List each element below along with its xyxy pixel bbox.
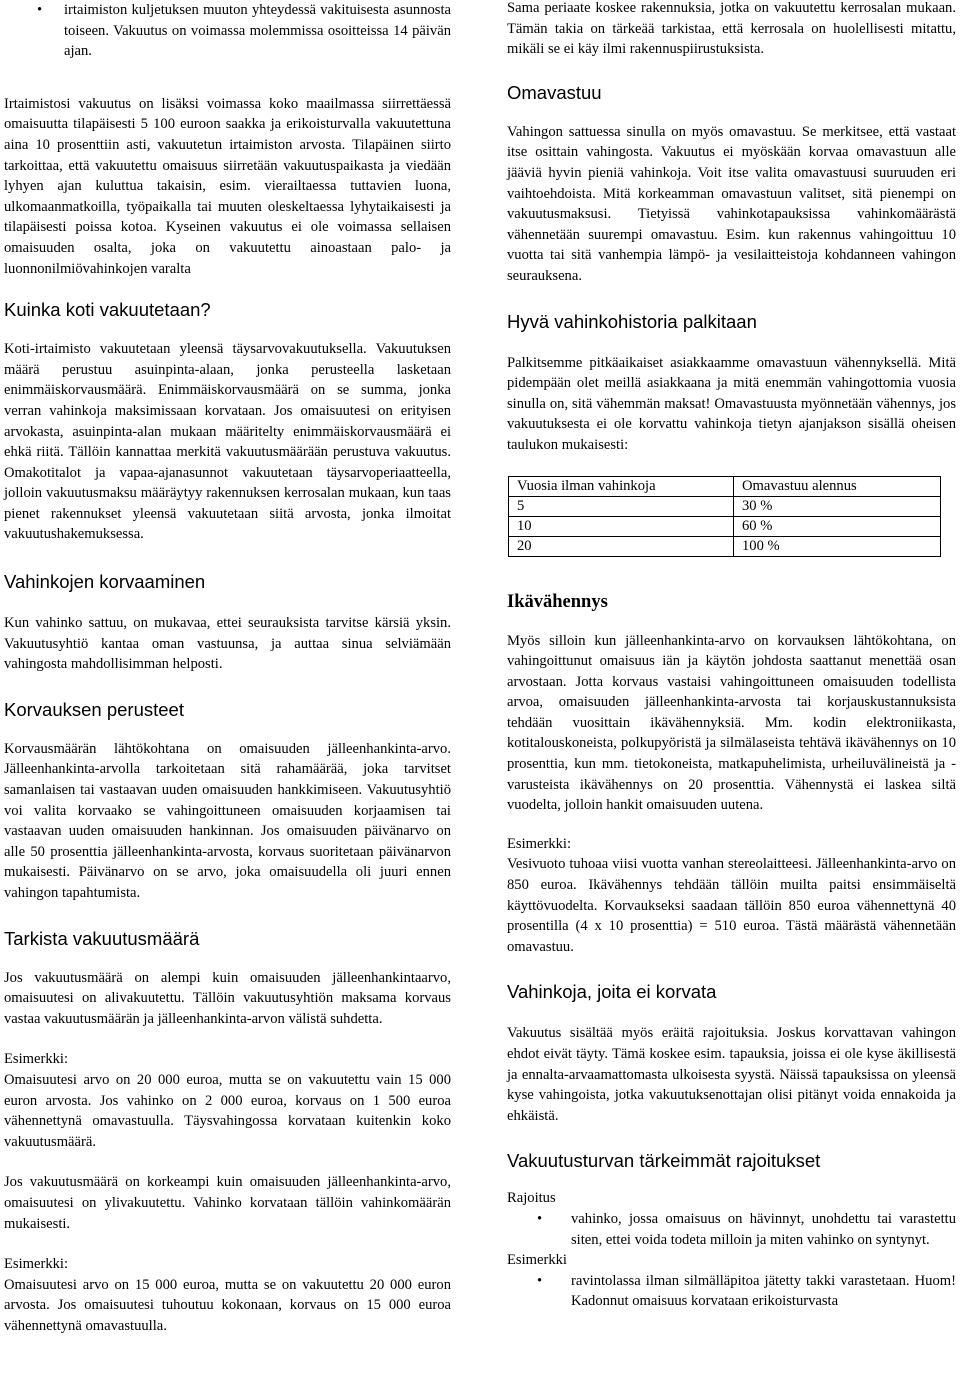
list-item bbox=[4, 0, 451, 62]
table-header-row bbox=[509, 476, 941, 496]
table-row bbox=[509, 536, 941, 556]
heading-kuinka: Kuinka koti vakuutetaan? bbox=[4, 299, 211, 321]
bullet-icon: • bbox=[537, 1272, 543, 1289]
heading-rajoitukset: Vakuutusturvan tärkeimmät rajoitukset bbox=[507, 1150, 821, 1172]
bullet-icon: • bbox=[537, 1210, 543, 1227]
left-column bbox=[4, 0, 451, 1354]
heading-vahinkojen: Vahinkojen korvaaminen bbox=[4, 571, 206, 593]
table-cell: 5 bbox=[509, 496, 734, 516]
table-row bbox=[509, 516, 941, 536]
list-item bbox=[507, 1209, 956, 1250]
bullet-list-top bbox=[4, 0, 451, 62]
rajoitus-label: Rajoitus bbox=[507, 1190, 556, 1207]
paragraph-tarkista: Jos vakuutusmäärä on alempi kuin omaisuuden jälleenhankintaarvo, omaisuutesi on alivakuutettu. Tällöin vakuutusyhtiön maksama korvaus vastaa vakuutusmäärän ja jälleenhankinta-arvon välistä suhdetta. bbox=[4, 969, 451, 1027]
table-header-cell: Vuosia ilman vahinkoja bbox=[509, 476, 734, 496]
paragraph-korvauksen: Korvausmäärän lähtökohtana on omaisuuden jälleenhankinta-arvo. Jälleenhankinta-arvolla tarkoitetaan sitä rahamäärää, joka tarvitset samanlaisen tai vastaavan uuden omaisuuden hankkimiseen. Vakuutusyhtiö voi valita korvaako se vahingoittuneen omaisuuden korjaamisen tai vastaavan uuden omaisuuden hankinnan. Jos omaisuuden päivänarvo on alle 50 prosenttia jälleenhankinta-arvosta, korvaus suoritetaan päivänarvon mukaisesti. Päivänarvo on se arvo, joka omaisuudella oli juuri ennen vahingon tapahtumista. bbox=[4, 740, 451, 901]
table-cell: 20 bbox=[509, 536, 734, 556]
heading-tarkista: Tarkista vakuutusmäärä bbox=[4, 927, 200, 949]
discount-table bbox=[508, 476, 941, 557]
heading-vahinkoja: Vahinkoja, joita ei korvata bbox=[507, 981, 717, 1003]
example-label: Esimerkki: bbox=[4, 1256, 69, 1273]
table-cell: 60 % bbox=[734, 516, 941, 536]
heading-korvauksen: Korvauksen perusteet bbox=[4, 698, 184, 720]
heading-ikavahennys: Ikävähennys bbox=[507, 591, 608, 612]
example-label: Esimerkki: bbox=[507, 835, 572, 852]
paragraph-omavastuu: Vahingon sattuessa sinulla on myös omavastuu. Se merkitsee, että vastaat itse osittain vahingosta. Vakuutus ei myöskään korvaa omavastuun alle jääviä hyvin pieniä vahinkoja. Voit itse valita omavastuusi suuruuden eri vaihtoehdoista. Mitä korkeamman omavastuun valitset, sitä pienempi on vakuutusmaksusi. Tietyissä vahinkotapauksissa vahinkomäärästä vähennetään suurempi omavastuu. Esim. kun rakennus vahingoittuu 10 vuotta tai sitä vanhempia lämpö- ja vesilaitteistoja kohdanneen vahingon seurauksena. bbox=[507, 123, 956, 284]
paragraph-example-2: Omaisuutesi arvo on 15 000 euroa, mutta se on vakuutettu 20 000 euron arvosta. Jos omaisuutesi tuhoutuu kokonaan, korvaus on 15 000 euroa vähennettynä omavastuulla. bbox=[4, 1276, 451, 1334]
table-header-cell: Omavastuu alennus bbox=[734, 476, 941, 496]
table-cell: 30 % bbox=[734, 496, 941, 516]
bullet-text: irtaimiston kuljetuksen muuton yhteydessä vakituisesta asunnosta toiseen. Vakuutus on voimassa molemmissa osoitteissa 14 päivän ajan. bbox=[64, 2, 451, 60]
paragraph-kuinka: Koti-irtaimisto vakuutetaan yleensä täysarvovakuutuksella. Vakuutuksen määrä perustuu asuinpinta-alaan, jonka perusteella lasketaan enimmäiskorvausmäärä. Enimmäiskorvausmäärä on se summa, jonka verran vahinkoja maksimissaan korvataan. Jos omaisuutesi on erityisen arvokasta, asuinpinta-alan mukaan määritelty enimmäiskorvausmäärä ei ehkä riitä. Tällöin kannattaa merkitä vakuutusmäärään perustuva vakuutus. Omakotitalot ja vapaa-ajanasunnot vakuutetaan täysarvoperiaatteella, jolloin vakuutusmaksu määräytyy rakennuksen kerrosalan mukaan, kun taas pienet rakennukset yleensä vakuutetaan siitä arvosta, jonka ilmoitat vakuutushakemuksessa. bbox=[4, 341, 451, 543]
paragraph-example-1: Omaisuutesi arvo on 20 000 euroa, mutta se on vakuutettu vain 15 000 euron arvosta. Jos vahinko on 2 000 euroa, korvaus on 1 500 euroa vähennettynä omavastuulla. Täysvahingossa korvataan kuitenkin koko vakuutusmäärä. bbox=[4, 1071, 451, 1150]
rajoitus-list bbox=[507, 1209, 956, 1250]
right-column bbox=[507, 0, 956, 1312]
example-label: Esimerkki: bbox=[4, 1051, 69, 1068]
heading-hyva: Hyvä vahinkohistoria palkitaan bbox=[507, 310, 757, 332]
intro-paragraph: Irtaimistosi vakuutus on lisäksi voimassa koko maailmassa siirrettäessä omaisuutta tilapäisesti 5 100 euroon saakka ja erikoisturvalla vakuutettuna aina 10 prosenttiin asti, vakuutetun irtaimiston arvosta. Tilapäinen siirto tarkoittaa, että vakuutettu omaisuus siirretään vakuutuspaikasta ja viedään lyhyen ajan kuluttua takaisin, esim. vierailtaessa tuttavien luona, ulkomaanmatkoilla, työpaikalla tai muuten oleskeltaessa lyhytaikaisesti ja tilapäisesti poissa kotoa. Kyseinen vakuutus ei ole voimassa sellaisen omaisuuden osalta, joka on vakuutettu ainoastaan palo- ja luonnonilmiövahinkojen varalta bbox=[4, 95, 451, 277]
paragraph-vahinkoja: Vakuutus sisältää myös eräitä rajoituksia. Joskus korvattavan vahingon ehdot eivät täyty. Tämä koskee esim. tapauksia, joissa ei ole kyse äkillisestä ja ennalta-arvaamattomasta ulkoisesta syystä. Näissä tapauksissa on yleensä kyse vahingoista, jotka vakuutuksenottajan olisi pitänyt voida ennakoida ja ehkäistä. bbox=[507, 1025, 956, 1124]
paragraph-hyva: Palkitsemme pitkäaikaiset asiakkaamme omavastuun vähennyksellä. Mitä pidempään olet meillä asiakkaana ja mitä enemmän vahingottomia vuosia sinulla on, sitä vähemmän maksat! Omavastuusta myönnetään vähennys, jos vakuutuksesta ei ole korvattu vahinkoja tietyn ajanjakson sisällä oheisen taulukon mukaisesti: bbox=[507, 354, 956, 453]
table-cell: 100 % bbox=[734, 536, 941, 556]
esimerkki-label: Esimerkki bbox=[507, 1252, 567, 1269]
esimerkki-list bbox=[507, 1271, 956, 1312]
paragraph-ikavahennys: Myös silloin kun jälleenhankinta-arvo on korvauksen lähtökohtana, on vahingoittunut omaisuus iän ja käytön johdosta saattanut menettää osan arvostaan. Jotta korvaus vastaisi vahingoittuneen omaisuuden todellista arvoa, omaisuuden jälleenhankinta-arvosta tai korjauskustannuksista tehdään vuosittain ikävähennyksiä. Mm. kodin elektroniikasta, kotitalouskoneista, polkupyöristä ja silmälaseista tehtävä ikävähennys on 10 prosenttia, kun mm. tietokoneista, matkapuhelimista, urheiluvälineistä ja -varusteista ikävähennys on 20 prosenttia. Vähennystä ei laskea siltä vuodelta, jolloin hankit omaisuuden uutena. bbox=[507, 632, 956, 814]
heading-omavastuu: Omavastuu bbox=[507, 81, 602, 103]
paragraph-top: Sama periaate koskee rakennuksia, jotka on vakuutettu kerrosalan mukaan. Tämän takia on tärkeää tarkistaa, että kerrosala on huolellisesti mitattu, mikäli se ei käy ilmi rakennuspiirustuksista. bbox=[507, 0, 956, 58]
table-cell: 10 bbox=[509, 516, 734, 536]
bullet-icon: • bbox=[37, 2, 43, 18]
paragraph-example: Vesivuoto tuhoaa viisi vuotta vanhan stereolaitteesi. Jälleenhankinta-arvo on 850 euroa. Ikävähennys tehdään tällöin muilta paitsi ensimmäiseltä käyttövuodelta. Korvaukseksi saadaan tällöin 850 euroa vähennettynä 40 prosentilla (4 x 10 prosenttia) = 510 euroa. Tästä määrästä vähennetään omavastuu. bbox=[507, 856, 956, 955]
paragraph-ylivakuutus: Jos vakuutusmäärä on korkeampi kuin omaisuuden jälleenhankinta-arvo, omaisuutesi on ylivakuutettu. Vahinko korvataan tällöin vahinkomäärän mukaisesti. bbox=[4, 1174, 451, 1232]
table-row bbox=[509, 496, 941, 516]
bullet-text: ravintolassa ilman silmälläpitoa jätetty takki varastetaan. Huom! Kadonnut omaisuus korvataan erikoisturvasta bbox=[571, 1272, 956, 1310]
list-item bbox=[507, 1271, 956, 1312]
bullet-text: vahinko, jossa omaisuus on hävinnyt, unohdettu tai varastettu siten, ettei voida todeta milloin ja miten vahinko on syntynyt. bbox=[571, 1210, 956, 1248]
paragraph-vahinkojen: Kun vahinko sattuu, on mukavaa, ettei seurauksista tarvitse kärsiä yksin. Vakuutusyhtiö kantaa oman vastuunsa, ja auttaa sinua selviämään vahingosta mahdollisimman helposti. bbox=[4, 615, 451, 673]
